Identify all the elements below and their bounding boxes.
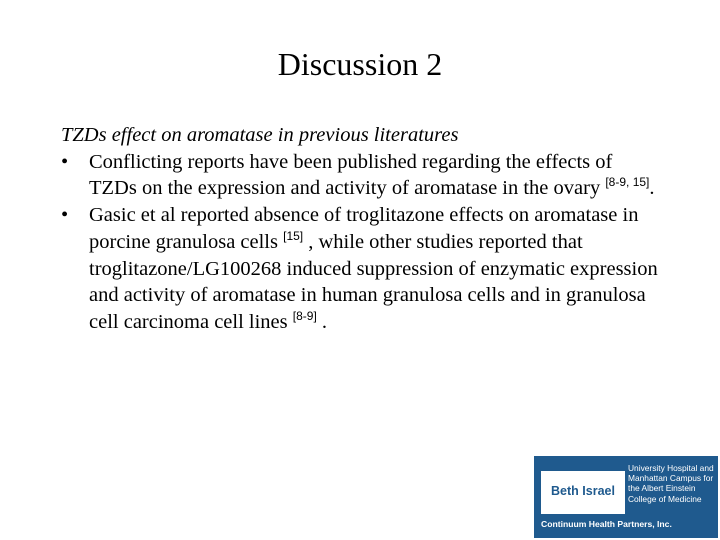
bullet-text-main: Conflicting reports have been published regarding the effects of TZDs on the expression and activity of aromatase in the ovary [89,150,613,200]
logo-network: Continuum Health Partners, Inc. [541,519,672,529]
bullet-tail: . [649,177,655,200]
bullet-text-main: Gasic et al reported absence of troglitazone effects on aromatase in porcine granulosa cells [89,204,639,253]
slide-body [61,122,661,336]
bullet-tail: . [321,310,328,333]
bullet-item [61,202,661,336]
bullet-icon: • [61,204,69,227]
bullet-text-continued: , while other studies reported that troglitazone/LG100268 induced suppression of enzymatic expression and activity of aromatase in human granulosa cells and in granulosa cell carcinoma cell lines [89,230,658,333]
citation: [15] [283,228,304,243]
section-subtitle: TZDs effect on aromatase in previous literatures [61,124,459,146]
beth-israel-logo [534,456,718,538]
bullet-icon: • [61,150,69,173]
slide-title: Discussion 2 [277,46,443,82]
citation: [8-9] [292,308,317,323]
bullet-text [89,202,661,336]
bullet-item [61,149,661,202]
logo-affiliation: University Hospital and Manhattan Campus for the Albert Einstein College of Medicine [628,463,714,504]
logo-name: Beth Israel [551,484,615,498]
bullet-text [89,149,661,202]
citation: [8-9, 15] [605,175,650,190]
